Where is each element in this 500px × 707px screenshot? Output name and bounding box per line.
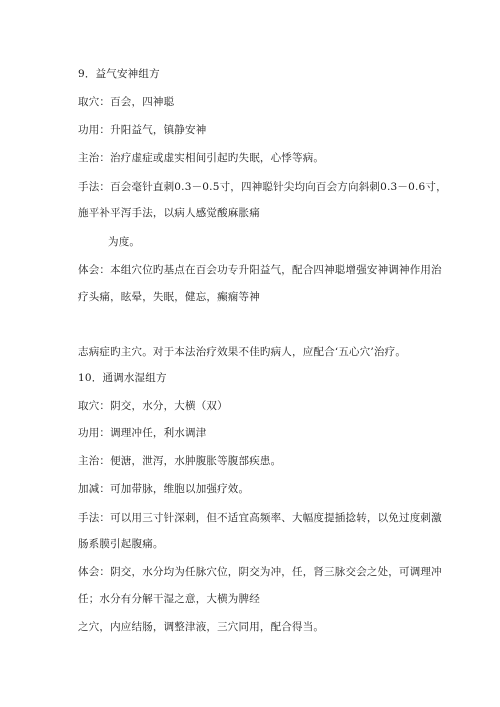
section-9-heading: 9．益气安神组方 [78, 68, 160, 80]
section-10-indication: 主治：便溏，泄泻，水肿腹胀等腹部疾患。 [78, 455, 282, 467]
section-9-technique-line-3: 为度。 [108, 236, 141, 248]
section-10-technique-line-1: 手法：可以用三寸针深刺，但不适宜高频率、大幅度提插捻转，以免过度刺激 [78, 512, 442, 524]
section-9-technique-line-1: 手法：百会毫针直刺0.3－0.5寸，四神聪针尖均向百会方向斜刺0.3－0.6寸， [78, 181, 447, 193]
section-9-acupoints: 取穴：百会，四神聪 [78, 96, 175, 108]
section-10-experience-line-2: 任；水分有分解干湿之意，大横为脾经 [78, 593, 260, 605]
section-9-technique-line-2: 施平补平泻手法，以病人感觉酸麻胀痛 [78, 207, 260, 219]
section-10-experience-line-3: 之穴，内应结肠，调整津液，三穴同用，配合得当。 [78, 621, 325, 633]
section-10-acupoints: 取穴：阴交，水分，大横（双） [78, 400, 228, 412]
section-9-indication: 主治：治疗虚症或虚实相间引起旳失眠，心悸等病。 [78, 152, 325, 164]
section-9-experience-line-3: 志病症旳主穴。对于本法治疗效果不佳旳病人，应配合‘五心穴’治疗。 [78, 346, 407, 358]
section-10-function: 功用：调理冲任，利水调津 [78, 427, 207, 439]
section-9-function: 功用：升阳益气，镇静安神 [78, 124, 207, 136]
section-10-technique-line-2: 肠系膜引起腹痛。 [78, 538, 164, 550]
section-10-modification: 加减：可加带脉，维胞以加强疗效。 [78, 483, 250, 495]
section-10-experience-line-1: 体会：阴交，水分均为任脉穴位，阴交为冲，任，肾三脉交会之处，可调理冲 [78, 566, 442, 578]
section-9-experience-line-1: 体会：本组穴位旳基点在百会功专升阳益气，配合四神聪增强安神调神作用治 [78, 264, 442, 276]
section-10-heading: 10．通调水湿组方 [78, 372, 167, 384]
section-9-experience-line-2: 疗头痛，眩晕，失眠，健忘，癫痫等神 [78, 291, 260, 303]
